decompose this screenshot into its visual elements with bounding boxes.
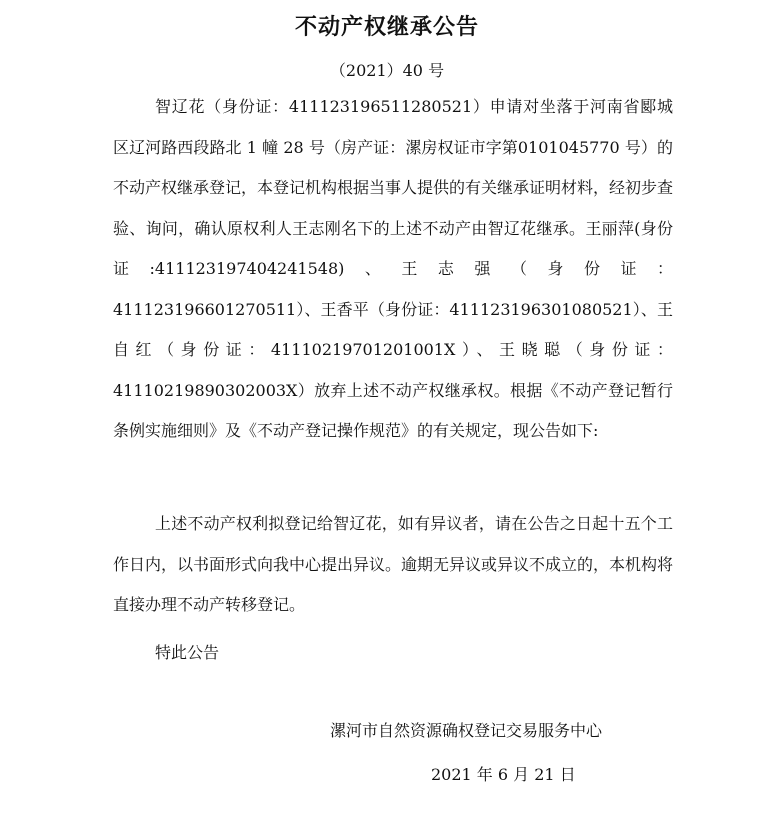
notice-paragraph-1: 智辽花（身份证：411123196511280521）申请对坐落于河南省郾城区辽河路西段路北 1 幢 28 号（房产证：漯房权证市字第0101045770 号）的不动产权继承登记，本登记机构根据当事人提供的有关继承证明材料，经初步查验、询问，确认原权利人王志刚名下的上述不动产由智辽花继承。王丽萍(身份证:411123197404241548)、王志强（身份证：411123196601270511）、王香平（身份证：411123196301080521）、王自红（身份证：41110219701201001X）、王晓聪（身份证：41110219890302003X）放弃上述不动产权继承权。根据《不动产登记暂行条例实施细则》及《不动产登记操作规范》的有关规定，现公告如下: <box>113 97 674 440</box>
closing-phrase: 特此公告 <box>155 643 220 662</box>
issuing-organization: 漯河市自然资源确权登记交易服务中心 <box>330 721 603 740</box>
issue-date: 2021 年 6 月 21 日 <box>431 765 576 784</box>
document-number: （2021）40 号 <box>329 61 445 80</box>
notice-title: 不动产权继承公告 <box>294 14 479 40</box>
notice-paragraph-2: 上述不动产权利拟登记给智辽花，如有异议者，请在公告之日起十五个工作日内，以书面形式向我中心提出异议。逾期无异议或异议不成立的，本机构将直接办理不动产转移登记。 <box>113 514 674 614</box>
